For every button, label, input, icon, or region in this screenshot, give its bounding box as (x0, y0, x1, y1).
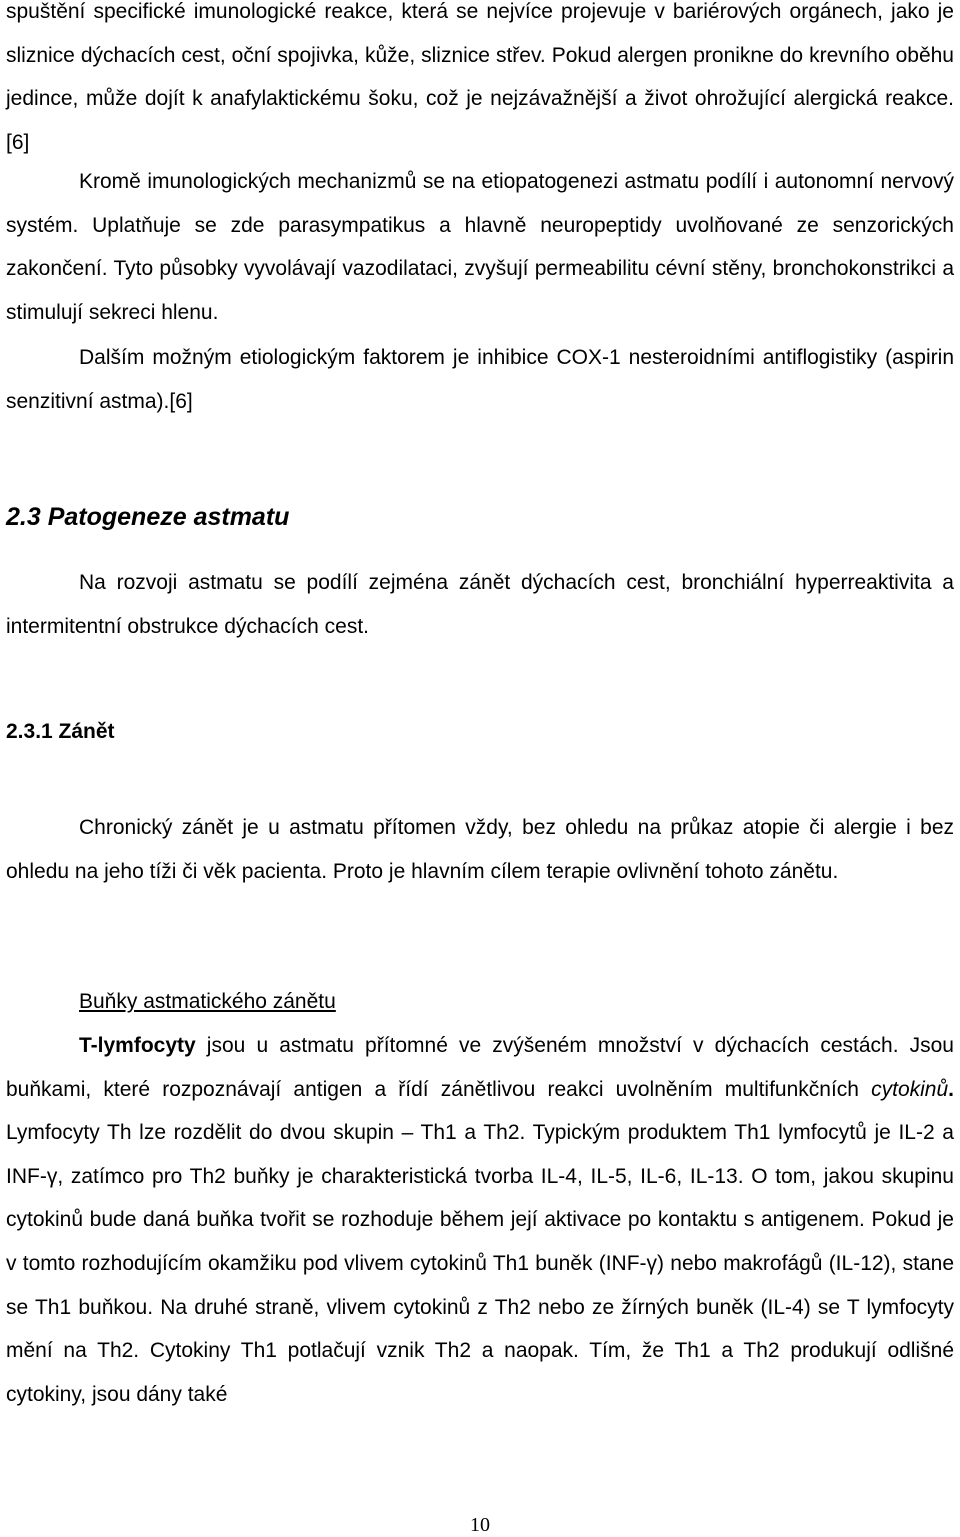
subsection-heading: 2.3.1 Zánět (6, 720, 115, 743)
page-number: 10 (470, 1514, 490, 1536)
underlined-subheading: Buňky astmatického zánětu (79, 990, 336, 1013)
paragraph-chronic-inflammation: Chronický zánět je u astmatu přítomen vždy, bez ohledu na průkaz atopie či alergie i bez ohledu na jeho tíži či věk pacienta. Proto je hlavním cílem terapie ovlivnění tohoto zánětu. (6, 816, 954, 883)
paragraph-cox-inhibition: Dalším možným etiologickým faktorem je inhibice COX-1 nesteroidními antiflogistiky (aspirin senzitivní astma).[6] (6, 346, 954, 413)
paragraph-t-lymphocytes (6, 1024, 954, 1416)
paragraph-allergy-reaction: spuštění specifické imunologické reakce, která se nejvíce projevuje v bariérových orgánech, jako je sliznice dýchacích cest, oční spojivka, kůže, sliznice střev. Pokud alergen pronikne do krevního oběhu jedince, může dojít k anafylaktickému šoku, což je nejzávažnější a život ohrožující alergická reakce. [6] (6, 0, 954, 154)
paragraph-autonomic-nervous-system: Kromě imunologických mechanizmů se na etiopatogenezi astmatu podílí i autonomní nervový systém. Uplatňuje se zde parasympatikus a hlavně neuropeptidy uvolňované ze senzorických zakončení. Tyto působky vyvolávají vazodilataci, zvyšují permeabilitu cévní stěny, bronchokonstrikci a stimulují sekreci hlenu. (6, 170, 954, 324)
section-heading: 2.3 Patogeneze astmatu (6, 503, 290, 531)
t-lymphocytes-text-a: jsou u astmatu přítomné ve zvýšeném množství v dýchacích cestách. Jsou buňkami, které rozpoznávají antigen a řídí zánětlivou reakci uvolněním multifunkčních (6, 1034, 954, 1101)
paragraph-pathogenesis-intro: Na rozvoji astmatu se podílí zejména zánět dýchacích cest, bronchiální hyperreaktivita a intermitentní obstrukce dýchacích cest. (6, 571, 954, 638)
t-lymphocytes-text-b: Lymfocyty Th lze rozdělit do dvou skupin – Th1 a Th2. Typickým produktem Th1 lymfocytů je IL-2 a INF-γ, zatímco pro Th2 buňky je charakteristická tvorba IL-4, IL-5, IL-6, IL-13. O tom, jakou skupinu cytokinů bude daná buňka tvořit se rozhoduje během její aktivace po kontaktu s antigenem. Pokud je v tomto rozhodujícím okamžiku pod vlivem cytokinů Th1 buněk (INF-γ) nebo makrofágů (IL-12), stane se Th1 buňkou. Na druhé straně, vlivem cytokinů z Th2 nebo ze žírných buněk (IL-4) se T lymfocyty mění na Th2. Cytokiny Th1 potlačují vznik Th2 a naopak. Tím, že Th1 a Th2 produkují odlišné cytokiny, jsou dány také (6, 1121, 954, 1406)
t-lymphocytes-term: T-lymfocyty (79, 1034, 196, 1057)
cytokines-term: cytokinů (871, 1077, 949, 1101)
cytokines-period: . (948, 1077, 954, 1101)
